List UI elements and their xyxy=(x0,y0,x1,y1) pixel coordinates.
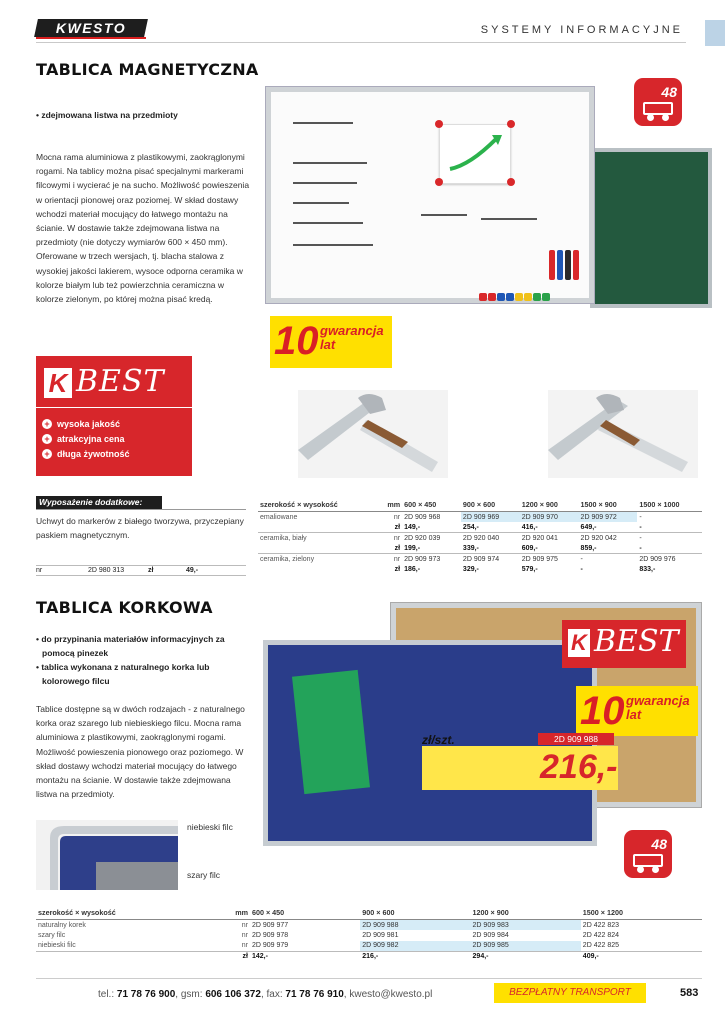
felt-label-blue: niebieski ﬁlc xyxy=(187,822,233,832)
footer-rule xyxy=(36,978,702,979)
logo-underline xyxy=(36,37,146,39)
section-label: SYSTEMY INFORMACYJNE xyxy=(480,24,683,36)
table-row: zł 142,- 216,- 294,- 409,- xyxy=(36,951,702,962)
table-row: ceramika, zielony nr 2D 909 973 2D 909 974 2D 909 975 - 2D 909 976 xyxy=(258,554,702,565)
accessory-code: 2D 980 313 xyxy=(88,567,125,574)
cork-description: Tablice dostępne są w dwóch rodzajach - z naturalnego korka oraz szarego lub niebieskiego ﬁlcu. Mocna rama aluminiowa z plastikowymi, zaokrąglonymi rogami. Możliwość powieszenia pionowego oraz poziomego. W skład dostawy wchodzi materiał mocujący do łatwego montażu na ścianie. W dostawie także zdejmowana listwa na przedmioty. xyxy=(36,704,245,800)
kbest-best-text: BEST xyxy=(76,364,165,399)
magnetic-description: Mocna rama aluminiowa z plastikowymi, zaokrąglonymi rogami. Na tablicy można pisać specjalnymi markerami ﬁlcowymi i wycierać je na sucho. Możliwość powieszenia w orientacji pionowej oraz poziomej. W skład dostawy wchodzi materiał mocujący do łatwego montażu na ścianie. W dostawie także zdejmowana listwa na przedmioty (nie dotyczy wymiarów 600 × 450 mm). Oferowane w trzech wersjach, tj. blacha stalowa z wysokiej jakości lakierem, wysoce odporna ceramika w kolorze białym lub też powierzchnia ceramiczna w kolorze zielonym, po której można pisać kredą. xyxy=(36,152,250,305)
price-unit-label: zł/szt. xyxy=(422,733,455,747)
delivery-48h-icon-cork: 48 xyxy=(624,830,672,878)
table-row: emaliowane nr 2D 909 968 2D 909 969 2D 909 970 2D 909 972 - xyxy=(258,512,702,523)
accessory-price: 49,- xyxy=(186,567,199,574)
page-header xyxy=(0,0,725,46)
footer-contact: tel.: 71 78 76 900, gsm: 606 106 372, fax: 71 78 76 910, kwesto@kwesto.pl xyxy=(98,989,433,1000)
kbest-logo-cork: K BEST xyxy=(562,620,686,668)
table-row: zł 199,- 339,- 609,- 859,- - xyxy=(394,544,642,552)
plus-icon: + xyxy=(42,434,52,444)
whiteboard-image xyxy=(265,86,595,304)
fax-number: 71 78 76 910 xyxy=(285,989,344,1000)
cork-price-table: szerokość × wysokość mm 600 × 450 900 × 600 1200 × 900 1500 × 1200 naturalny korek nr 2D 909 977 2D 909 988 2D 909 983 2D 422 823 szary ﬁlc nr 2D 909 978 2D 909 981 2D 909 984 2D 422 824 niebieski ﬁlc nr 2D 909 979 2D 909 982 2D 909 985 2D 422 825 zł 142,- 216,- 294,- 409,- xyxy=(36,906,702,962)
page-number: 583 xyxy=(680,987,699,999)
warranty-badge: 10 gwarancja lat xyxy=(270,316,392,368)
cork-bullets: • do przypinania materiałów informacyjnych za pomocą pinezek • tablica wykonana z naturalnego korka lub kolorowego ﬁlcu xyxy=(36,634,225,686)
magnetic-title: TABLICA MAGNETYCZNA xyxy=(36,60,259,79)
plus-icon: + xyxy=(42,419,52,429)
magnetic-price-table: szerokość × wysokość mm 600 × 450 900 × 600 1200 × 900 1500 × 900 1500 × 1000 emaliowane nr 2D 909 968 2D 909 969 2D 909 970 2D 909 972 - zł 149,- 254,- 416,- 649,- - ceramika, biały nr 2D 920 039 2D 920 040 2D 920 041 2D 920 042 - zł 199,- 339,- 609,- 859,- - ceramika, zielony nr 2D 909 973 2D 909 974 2D 909 975 - 2D 909 976 zł 186,- 329,- 579,- - 833,- xyxy=(258,498,702,575)
frame-corner-image-1 xyxy=(298,390,448,478)
magnetic-bullet: • zdejmowana listwa na przedmioty xyxy=(36,110,178,120)
corner-tab xyxy=(705,20,725,46)
kbest-feature: + atrakcyjna cena xyxy=(42,431,130,446)
free-transport-badge: BEZPŁATNY TRANSPORT xyxy=(494,983,646,1003)
table-row: naturalny korek nr 2D 909 977 2D 909 988 2D 909 983 2D 422 823 xyxy=(38,921,619,929)
warranty-badge-cork: 10 gwarancja lat xyxy=(576,686,698,736)
accessories-row: nr 2D 980 313 zł 49,- xyxy=(36,565,246,576)
green-board-image xyxy=(590,148,712,308)
kwesto-logo: KWESTO xyxy=(34,19,148,37)
table-row: ceramika, biały nr 2D 920 039 2D 920 040 2D 920 041 2D 920 042 - xyxy=(258,533,702,544)
table-row: zł 186,- 329,- 579,- - 833,- xyxy=(394,565,656,573)
accessories-heading: Wyposażenie dodatkowe: xyxy=(36,496,162,509)
header-rule xyxy=(36,42,686,43)
email: , kwesto@kwesto.pl xyxy=(343,989,433,1000)
gsm-number: 606 106 372 xyxy=(205,989,261,1000)
accessories-text: Uchwyt do markerów z białego tworzywa, przyczepiany paskiem magnetycznym. xyxy=(36,516,244,540)
kbest-feature: + wysoka jakość xyxy=(42,416,130,431)
kbest-k-logo: K xyxy=(44,368,72,398)
delivery-48h-icon: 48 xyxy=(634,78,682,126)
accessories-rule xyxy=(36,509,246,510)
kbest-features xyxy=(42,416,130,461)
felt-label-gray: szary ﬁlc xyxy=(187,870,221,880)
phone-number: 71 78 76 900 xyxy=(116,989,176,1000)
cork-title: TABLICA KORKOWA xyxy=(36,598,213,617)
kbest-badge xyxy=(36,356,192,476)
felt-sample-image xyxy=(36,820,178,890)
table-row: niebieski ﬁlc nr 2D 909 979 2D 909 982 2D 909 985 2D 422 825 xyxy=(38,942,619,949)
table-row: szary ﬁlc nr 2D 909 978 2D 909 981 2D 909 984 2D 422 824 xyxy=(38,931,619,939)
price-value: 216,- xyxy=(540,748,618,786)
price-product-code: 2D 909 988 xyxy=(538,733,614,745)
table-row: zł 149,- 254,- 416,- 649,- - xyxy=(394,523,642,531)
frame-corner-image-2 xyxy=(548,390,698,478)
kbest-feature: + długa żywotność xyxy=(42,446,130,461)
plus-icon: + xyxy=(42,449,52,459)
